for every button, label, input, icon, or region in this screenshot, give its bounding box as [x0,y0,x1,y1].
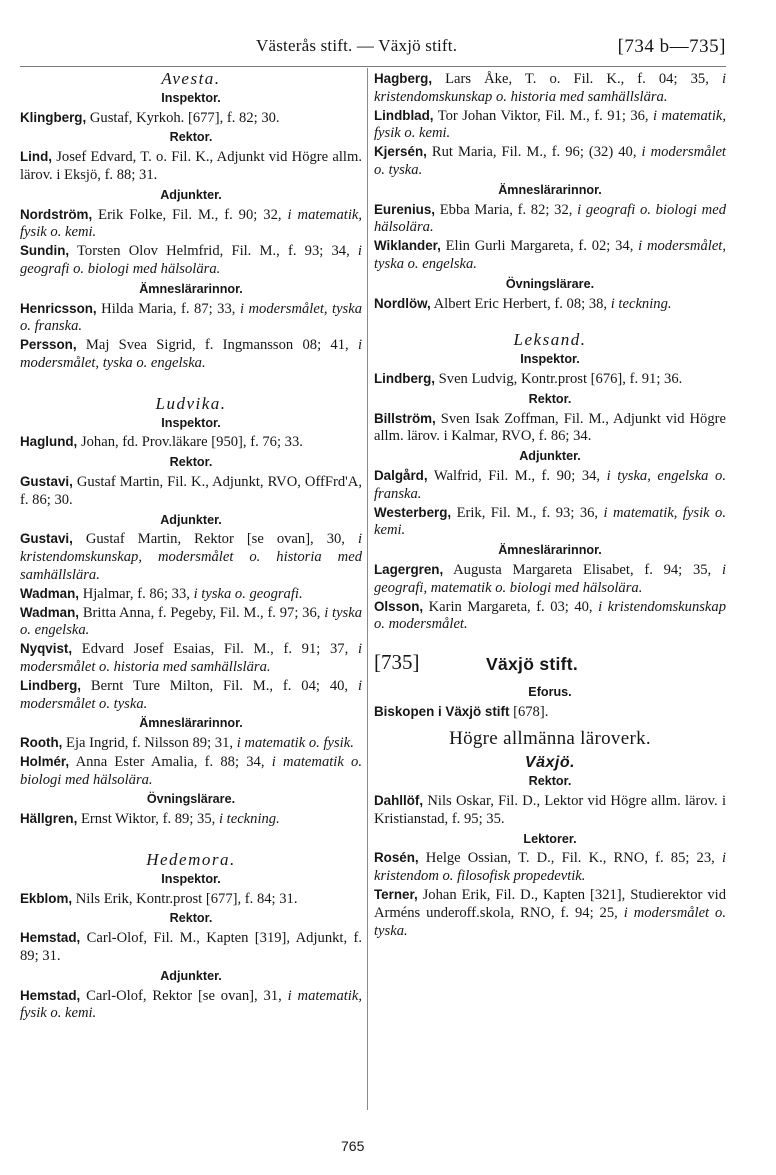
entry-name: Rosén, [374,850,419,866]
entry-name: Lindberg, [374,370,435,386]
entry-name: Terner, [374,887,418,903]
town-heading-vaxjo: Växjö. [524,753,576,771]
town-heading-hedemora: Hedemora. [146,850,236,870]
entry-name: Haglund, [20,434,78,450]
entry-text: Hjalmar, f. 86; 33, [82,585,190,602]
entry [374,201,726,238]
role-heading: Ämneslärarinnor. [139,716,243,731]
entry-subjects: i kristendom o. filosofisk propedevtik. [374,850,726,885]
entry [374,467,726,504]
entry-name: Persson, [20,337,77,353]
entry [374,504,726,541]
role-heading: Eforus. [528,685,572,700]
entry-text: Ernst Wiktor, f. 89; 35, [80,811,216,828]
role-heading: Ämneslärarinnor. [498,543,602,558]
role-heading: Adjunkter. [160,512,222,527]
entry [374,143,726,180]
entry-subjects: i modersmålet o. historia med samhällslära. [20,641,363,675]
entry-name: Sundin, [20,243,70,259]
entry-text: Carl-Olof, Rektor [se ovan], 31, [86,987,282,1004]
entry [20,336,362,373]
entry-subjects: i kristendomskunskap o. historia med samhällslära. [374,71,726,105]
entry-name: Wadman, [20,604,80,620]
entry-text: Gustaf, Kyrkoh. [677], f. 82; 30. [89,109,280,126]
entry-name: Holmér, [20,753,70,769]
column-divider [367,68,368,1110]
entry [374,107,726,144]
entry-name: Lindblad, [374,107,434,123]
entry [20,206,362,243]
entry [20,530,362,584]
entry-name: Klingberg, [20,109,87,125]
entry [374,703,726,722]
entry-name: Olsson, [374,598,424,614]
entry-text: Helge Ossian, T. D., Fil. K., RNO, f. 85; 23, [425,850,715,867]
entry-name: Lind, [20,149,52,165]
entry-text: Edvard Josef Esaias, Fil. M., f. 91; 37, [81,641,349,658]
page-header [0,36,776,60]
entry-name: Biskopen i Växjö stift [374,703,510,719]
town-heading-leksand: Leksand. [513,330,587,350]
role-heading: Inspektor. [161,871,221,886]
entry-name: Gustavi, [20,473,73,489]
entry-text: Eja Ingrid, f. Nilsson 89; 31, [66,735,234,752]
entry [20,242,362,279]
role-heading: Adjunkter. [160,187,222,202]
entry-text: Lars Åke, T. o. Fil. K., f. 04; 35, [445,71,709,87]
entry-name: Ekblom, [20,890,73,906]
entry-subjects: i matematik o. biologi med hälsolära. [20,753,363,788]
entry-name: Wiklander, [374,238,441,254]
entry [374,410,726,447]
entry-name: Hemstad, [20,987,81,1003]
entry-text: Walfrid, Fil. M., f. 90; 34, [433,467,601,484]
role-heading: Rektor. [528,774,572,789]
entry-text: Albert Eric Herbert, f. 08; 38, [433,295,608,312]
role-heading: Adjunkter. [519,449,581,464]
role-heading: Ämneslärarinnor. [498,182,602,197]
entry-subjects: i modersmålet o. tyska. [374,904,726,939]
entry-name: Hällgren, [20,811,78,827]
entry [374,70,726,107]
entry-text: Josef Edvard, T. o. Fil. K., Adjunkt vid Högre allm. lärov. i Eksjö, f. 88; 31. [20,149,362,183]
entry-text: Bernt Ture Milton, Fil. M., f. 04; 40, [90,677,349,694]
entry-text: Ebba Maria, f. 82; 32, [439,201,573,218]
entry-text: Johan Erik, Fil. D., Kapten [321], Studierektor vid Arméns underoff.skola, RNO, f. 94; 25, [374,887,726,921]
page-reference: [735] [374,650,420,675]
entry [20,109,362,128]
entry [20,604,362,641]
entry-text: Carl-Olof, Fil. M., Kapten [319], Adjunkt, f. 89; 31. [20,930,362,965]
entry-subjects: i modersmålet, tyska o. franska. [20,300,362,335]
page-number: 765 [341,1138,365,1154]
entry-text: Rut Maria, Fil. M., f. 96; (32) 40, [431,144,637,161]
entry [374,849,726,886]
town-heading-ludvika: Ludvika. [155,393,227,413]
entry-text: Nils Erik, Kontr.prost [677], f. 84; 31. [75,890,298,907]
entry [374,295,726,314]
entry [374,561,726,598]
role-heading: Inspektor. [520,352,580,367]
entry [20,473,362,510]
entry-subjects: i geografi o. biologi med hälsolära. [374,201,726,236]
entry [374,886,726,940]
entry-text: Maj Svea Sigrid, f. Ingmansson 08; 41, [85,337,349,354]
entry-name: Henricsson, [20,300,97,316]
entry-text: Gustaf Martin, Fil. K., Adjunkt, RVO, OffFrd'A, f. 86; 30. [20,473,362,508]
entry-name: Eurenius, [374,201,436,217]
entry-text: Anna Ester Amalia, f. 88; 34, [75,753,265,770]
entry-subjects: i modersmålet o. tyska. [20,677,362,712]
entry [20,810,362,829]
entry-subjects: i geografi o. biologi med hälsolära. [20,243,362,277]
entry-subjects: i kristendomskunskap, modersmålet o. historia med samhällslära. [20,531,362,583]
role-heading: Lektorer. [523,831,577,846]
role-heading: Rektor. [169,130,213,145]
entry-text: Erik, Fil. M., f. 93; 36, [456,504,599,521]
entry-name: Billström, [374,410,436,426]
entry [20,890,362,909]
role-heading: Övningslärare. [146,792,236,807]
role-heading: Rektor. [169,911,213,926]
entry-text: Sven Ludvig, Kontr.prost [676], f. 91; 36. [438,370,683,387]
role-heading: Rektor. [169,455,213,470]
entry-name: Dahllöf, [374,793,424,809]
role-heading: Rektor. [528,391,572,406]
role-heading: Inspektor. [161,90,221,105]
entry [20,929,362,966]
entry [20,300,362,337]
entry-name: Nordlöw, [374,295,431,311]
school-type-heading: Högre allmänna läroverk. [449,727,651,749]
entry-text: Elin Gurli Margareta, f. 02; 34, [445,238,634,255]
header-rule [20,66,726,67]
entry [20,585,362,604]
entry-name: Hemstad, [20,930,81,946]
entry-text: Sven Isak Zoffman, Fil. M., Adjunkt vid Högre allm. lärov. i Kalmar, RVO, f. 86; 34. [374,410,726,445]
role-heading: Ämneslärarinnor. [139,281,243,296]
left-column [20,70,362,1023]
entry-text: Torsten Olov Helmfrid, Fil. M., f. 93; 34, [77,243,350,260]
entry [20,677,362,714]
entry-text: Hilda Maria, f. 87; 33, [101,300,236,317]
page-range: [734 b—735] [617,36,726,57]
entry-text: Johan, fd. Prov.läkare [950], f. 76; 33. [80,434,303,451]
entry-name: Dalgård, [374,467,428,483]
role-heading: Inspektor. [161,415,221,430]
entry-text: Augusta Margareta Elisabet, f. 94; 35, [453,561,712,578]
entry-text: Gustaf Martin, Rektor [se ovan], 30, [85,531,345,548]
entry-subjects: i matematik, fysik o. kemi. [20,987,362,1022]
entry-subjects: i kristendomskunskap o. modersmålet. [374,598,726,633]
entry-subjects: i matematik, fysik o. kemi. [374,107,726,142]
entry [374,237,726,274]
entry [374,598,726,635]
entry-name: Wadman, [20,585,80,601]
entry-text: Erik Folke, Fil. M., f. 90; 32, [98,206,282,223]
entry-subjects: i matematik, fysik o. kemi. [20,206,362,241]
entry-subjects: i tyska o. geografi. [193,585,303,602]
entry [20,640,362,677]
entry-name: Rooth, [20,735,63,751]
right-column [374,70,726,940]
entry-name: Lindberg, [20,677,81,693]
entry [374,792,726,829]
entry [374,370,726,389]
entry-subjects: i matematik, fysik o. kemi. [374,504,726,539]
entry [20,987,362,1024]
entry-text: Tor Johan Viktor, Fil. M., f. 91; 36, [437,107,649,124]
entry-text: Nils Oskar, Fil. D., Lektor vid Högre allm. lärov. i Kristianstad, f. 95; 35. [374,793,726,827]
entry-subjects: i teckning. [610,295,672,312]
entry-name: Kjersén, [374,144,427,160]
stift-title: Växjö stift. [486,654,579,675]
entry-name: Westerberg, [374,504,452,520]
stift-heading [374,652,726,682]
entry-subjects: i teckning. [218,811,280,828]
entry [20,148,362,185]
entry-name: Hagberg, [374,71,433,86]
entry-subjects: i matematik o. fysik. [236,735,354,752]
entry-text: Karin Margareta, f. 03; 40, [428,598,593,615]
entry [20,734,362,753]
entry [20,753,362,790]
entry-subjects: i tyska, engelska o. franska. [374,467,726,502]
role-heading: Adjunkter. [160,968,222,983]
entry-subjects: i modersmålet o. tyska. [374,144,726,178]
entry-name: Gustavi, [20,531,73,547]
entry-subjects: i modersmålet, tyska o. engelska. [374,238,727,272]
entry-subjects: i tyska o. engelska. [20,604,362,639]
entry-subjects: i modersmålet, tyska o. engelska. [20,337,362,371]
town-heading-avesta: Avesta. [161,69,221,88]
entry [20,433,362,452]
entry-subjects: i geografi, matematik o. biologi med hälsolära. [374,561,726,596]
entry-name: Nyqvist, [20,641,73,657]
entry-text: [678]. [513,703,549,720]
running-title: Västerås stift. — Växjö stift. [256,36,458,55]
entry-name: Lagergren, [374,561,444,577]
entry-text: Britta Anna, f. Pegeby, Fil. M., f. 97; 36, [82,604,321,621]
entry-name: Nordström, [20,206,93,222]
role-heading: Övningslärare. [505,276,595,291]
